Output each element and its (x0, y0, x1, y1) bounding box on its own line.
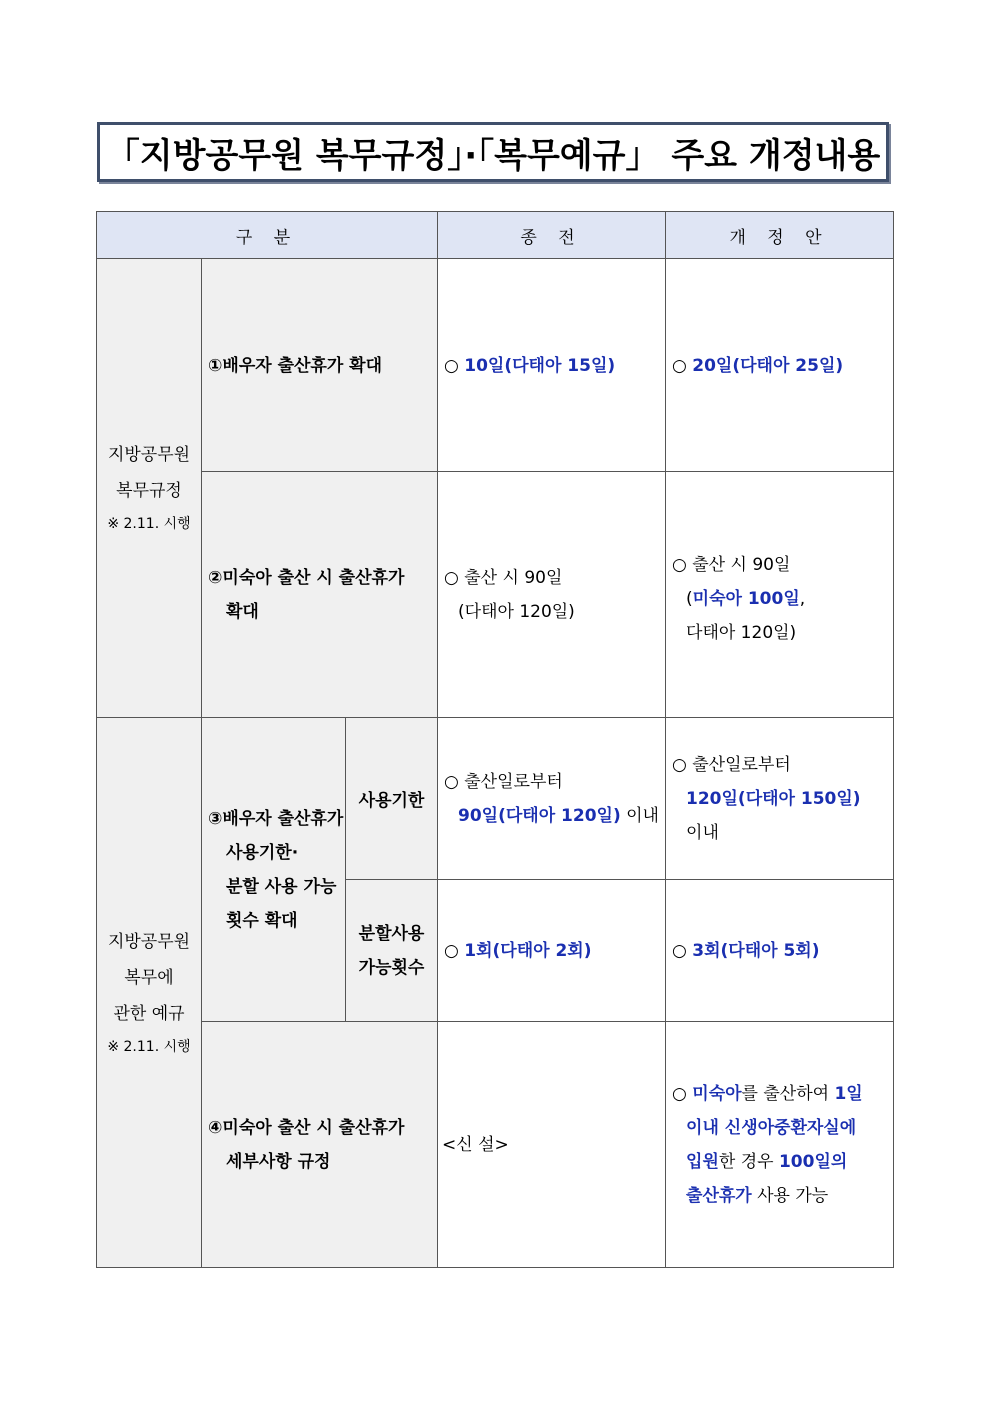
r1-after: 20일(다태아 25일) (692, 356, 844, 376)
r2-before-1: ○ 출산 시 90일 (444, 567, 563, 588)
paren: ( (686, 589, 693, 609)
r4-after-1b: 를 출산하여 (741, 1083, 835, 1104)
r3-a-before-3: 이내 (620, 805, 659, 826)
r3-a-before-1: ○ 출산일로부터 (444, 771, 563, 792)
r4-after-4a: 출산휴가 (686, 1185, 752, 1206)
group1-note: ※ 2.11. 시행 (107, 516, 191, 532)
r3-sub-b-1: 분할사용 (358, 923, 425, 944)
after-cell (666, 259, 894, 472)
after-cell (666, 718, 894, 880)
r4-item-2: 세부사항 규정 (226, 1151, 331, 1172)
before-cell (438, 1022, 666, 1268)
bullet: ○ (672, 940, 687, 961)
r1-item: ①배우자 출산휴가 확대 (208, 356, 383, 376)
r4-after-2: 이내 신생아중환자실에 (686, 1117, 857, 1138)
r2-after-3: 다태아 120일) (686, 623, 797, 643)
after-cell (666, 472, 894, 718)
r4-after-1c: 1일 (834, 1083, 863, 1104)
group2-label-2: 복무에 (124, 967, 174, 988)
before-cell (438, 259, 666, 472)
group1-label-1: 지방공무원 (107, 445, 191, 465)
subitem-cell (346, 880, 438, 1022)
table-row (97, 1022, 894, 1268)
table-row (97, 718, 894, 880)
group1-cell (97, 259, 202, 718)
after-cell (666, 880, 894, 1022)
r3-item-1: ③배우자 출산휴가 (208, 808, 344, 829)
before-cell (438, 718, 666, 880)
r3-item-3: 분할 사용 가능 (226, 876, 337, 897)
r4-after-3a: 입원 (686, 1151, 719, 1172)
revision-table (96, 211, 894, 1268)
r2-before-2: (다태아 120일) (458, 601, 575, 622)
item-cell (202, 718, 346, 1022)
group2-cell (97, 718, 202, 1268)
header-after: 개 정 안 (666, 212, 894, 259)
r3-sub-a: 사용기한 (358, 791, 425, 811)
r3-a-after-3: 이내 (686, 823, 719, 843)
item-cell (202, 472, 438, 718)
r3-item-2: 사용기한· (226, 842, 299, 863)
group2-note: ※ 2.11. 시행 (107, 1038, 191, 1055)
r3-a-after-1: ○ 출산일로부터 (672, 755, 791, 775)
r2-after-highlight: 미숙아 100일 (692, 589, 800, 609)
r3-b-before: 1회(다태아 2회) (464, 940, 592, 961)
header-row (97, 212, 894, 259)
bullet: ○ (672, 1083, 687, 1104)
r4-after-1a: 미숙아 (692, 1083, 742, 1104)
r3-b-after: 3회(다태아 5회) (692, 940, 820, 961)
r4-before: <신 설> (442, 1134, 509, 1155)
group1-label-2: 복무규정 (116, 481, 182, 501)
r3-a-before-highlight: 90일(다태아 120일) (458, 805, 621, 826)
r2-item-2: 확대 (226, 601, 259, 622)
r4-after-3b: 한 경우 (718, 1151, 779, 1172)
table-row (97, 259, 894, 472)
r4-item-1: ④미숙아 출산 시 출산휴가 (208, 1117, 405, 1138)
comma: , (799, 589, 806, 609)
table-row (97, 472, 894, 718)
r3-item-4: 횟수 확대 (226, 910, 298, 931)
r2-item-1: ②미숙아 출산 시 출산휴가 (208, 567, 405, 588)
r3-a-after-highlight: 120일(다태아 150일) (686, 789, 861, 809)
bullet: ○ (444, 940, 459, 961)
bullet: ○ (444, 356, 459, 376)
header-category: 구 분 (97, 212, 438, 259)
before-cell (438, 472, 666, 718)
item-cell (202, 259, 438, 472)
before-cell (438, 880, 666, 1022)
title-box (97, 122, 889, 182)
subitem-cell (346, 718, 438, 880)
r4-after-4b: 사용 가능 (751, 1185, 829, 1206)
bullet: ○ (672, 356, 687, 376)
r1-before: 10일(다태아 15일) (464, 356, 616, 376)
group2-label-1: 지방공무원 (107, 931, 191, 952)
r2-after-1: ○ 출산 시 90일 (672, 555, 791, 575)
after-cell (666, 1022, 894, 1268)
item-cell (202, 1022, 438, 1268)
page-title: 「지방공무원 복무규정」·「복무예규」 주요 개정내용 (105, 135, 881, 176)
r3-sub-b-2: 가능횟수 (358, 957, 425, 978)
r4-after-3c: 100일의 (778, 1151, 848, 1172)
header-before: 종 전 (438, 212, 666, 259)
group2-label-3: 관한 예규 (113, 1003, 185, 1024)
